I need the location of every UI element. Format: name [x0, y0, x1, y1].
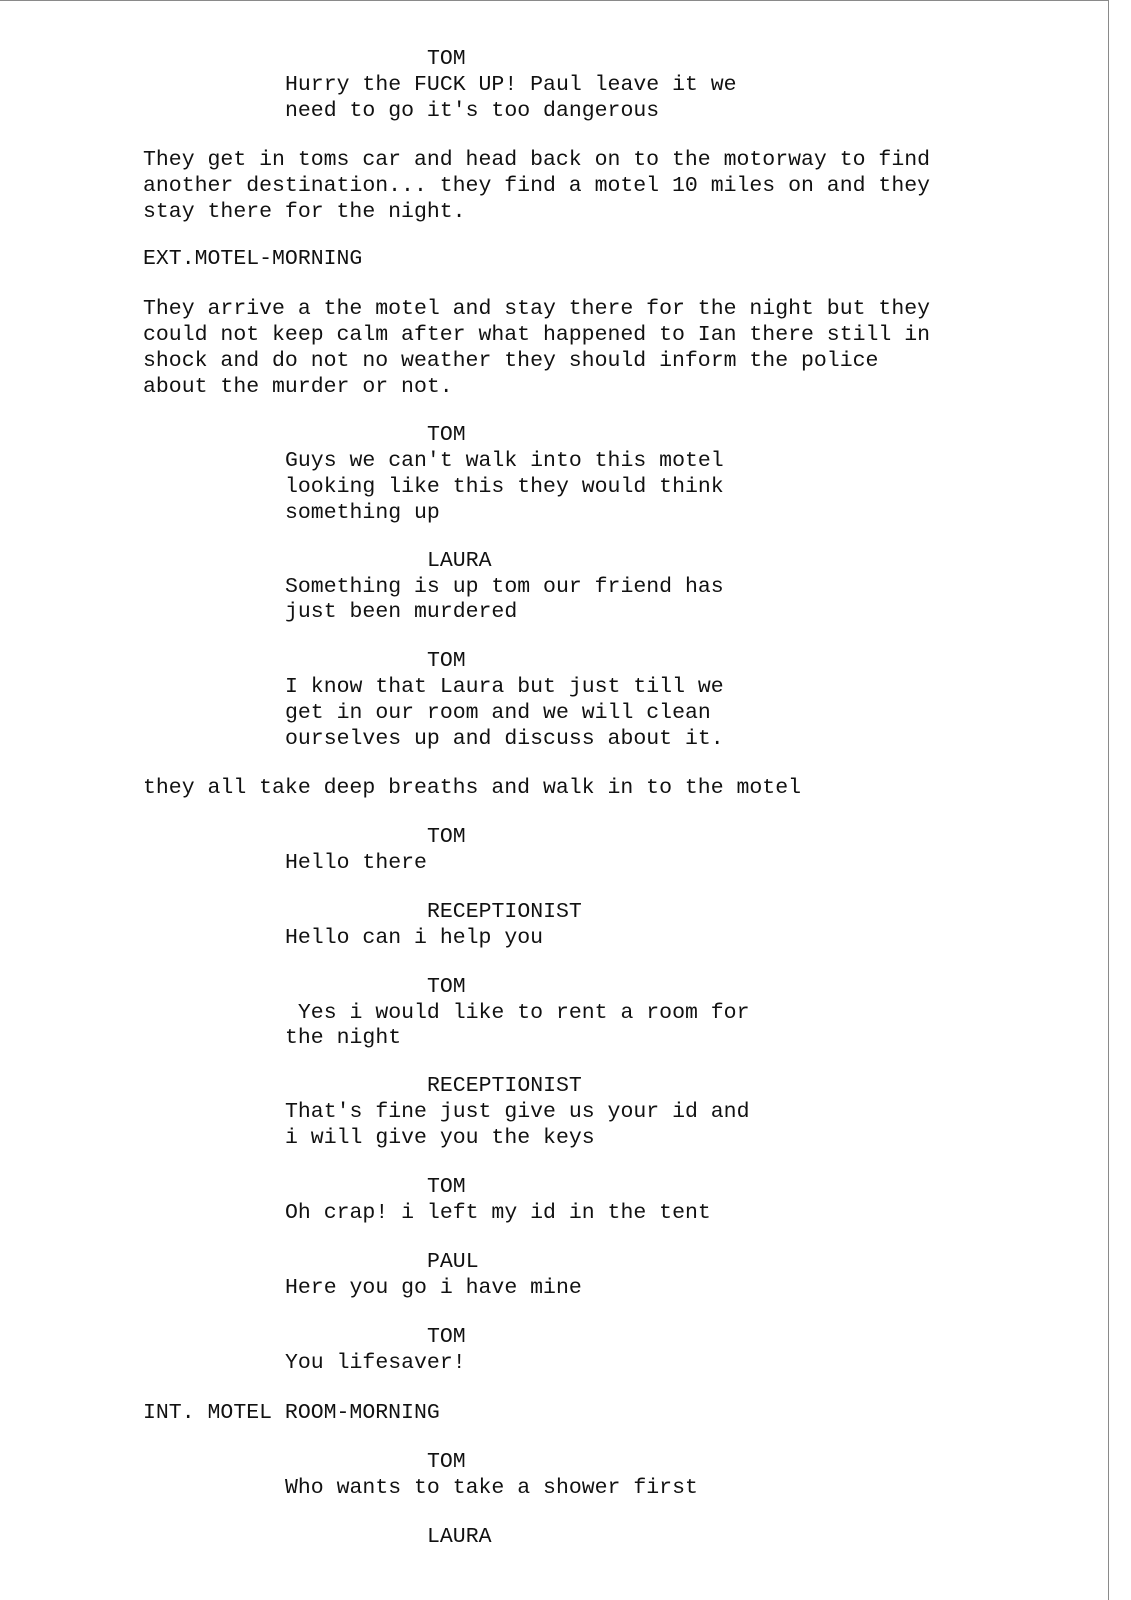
character-name: TOM [427, 1450, 466, 1474]
dialogue-line: need to go it's too dangerous [285, 99, 660, 123]
dialogue-line: the night [285, 1026, 402, 1050]
dialogue-line: I know that Laura but just till we [285, 675, 724, 699]
character-name: LAURA [427, 549, 492, 573]
scene-heading: INT. MOTEL ROOM-MORNING [143, 1401, 440, 1425]
action-line: could not keep calm after what happened to Ian there still in [143, 323, 931, 347]
dialogue-line: Hello there [285, 851, 427, 875]
character-name: TOM [427, 1325, 466, 1349]
dialogue-line: Hello can i help you [285, 926, 544, 950]
action-line: stay there for the night. [143, 200, 466, 224]
dialogue-line: get in our room and we will clean [285, 701, 711, 725]
dialogue-line: Guys we can't walk into this motel [285, 449, 724, 473]
character-name: RECEPTIONIST [427, 1074, 582, 1098]
dialogue-line: something up [285, 501, 440, 525]
dialogue-line: Oh crap! i left my id in the tent [285, 1201, 711, 1225]
character-name: TOM [427, 423, 466, 447]
dialogue-line: Something is up tom our friend has [285, 575, 724, 599]
dialogue-line: Who wants to take a shower first [285, 1476, 698, 1500]
character-name: RECEPTIONIST [427, 900, 582, 924]
scene-heading: EXT.MOTEL-MORNING [143, 247, 363, 271]
character-name: TOM [427, 649, 466, 673]
action-line: They arrive a the motel and stay there for the night but they [143, 297, 931, 321]
character-name: LAURA [427, 1525, 492, 1549]
character-name: TOM [427, 975, 466, 999]
dialogue-line: Hurry the FUCK UP! Paul leave it we [285, 73, 737, 97]
character-name: PAUL [427, 1250, 479, 1274]
dialogue-line: just been murdered [285, 600, 518, 624]
dialogue-line: That's fine just give us your id and [285, 1100, 750, 1124]
character-name: TOM [427, 1175, 466, 1199]
dialogue-line: looking like this they would think [285, 475, 724, 499]
dialogue-line: Yes i would like to rent a room for [285, 1001, 750, 1025]
dialogue-line: Here you go i have mine [285, 1276, 582, 1300]
action-line: they all take deep breaths and walk in to the motel [143, 776, 802, 800]
character-name: TOM [427, 825, 466, 849]
dialogue-line: ourselves up and discuss about it. [285, 727, 724, 751]
action-line: They get in toms car and head back on to the motorway to find [143, 148, 931, 172]
dialogue-line: i will give you the keys [285, 1126, 595, 1150]
action-line: about the murder or not. [143, 375, 453, 399]
character-name: TOM [427, 47, 466, 71]
action-line: another destination... they find a motel 10 miles on and they [143, 174, 931, 198]
dialogue-line: You lifesaver! [285, 1351, 466, 1375]
action-line: shock and do not no weather they should inform the police [143, 349, 879, 373]
